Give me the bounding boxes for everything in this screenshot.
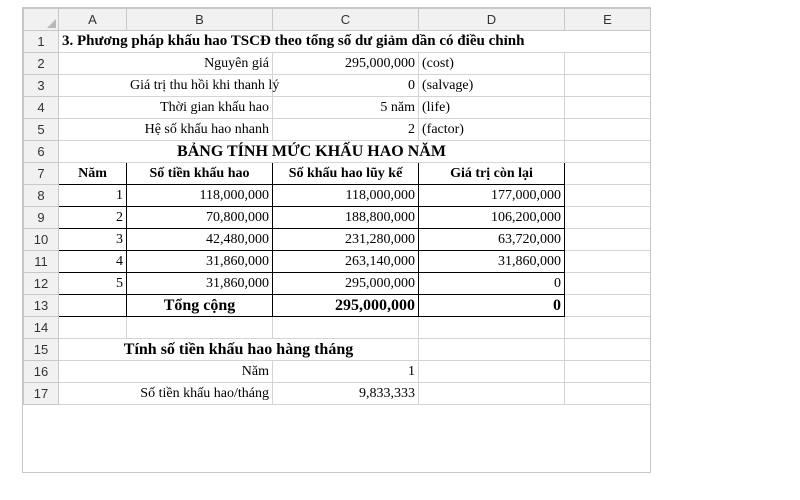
row-6 (24, 141, 651, 163)
table-cell-depreciation[interactable]: 70,800,000 (127, 207, 273, 229)
row-header-17[interactable]: 17 (24, 383, 59, 405)
cell-e9[interactable] (565, 207, 651, 229)
cell-a4[interactable] (59, 97, 127, 119)
row-header-10[interactable]: 10 (24, 229, 59, 251)
param-note-life[interactable]: (life) (419, 97, 565, 119)
row-header-15[interactable]: 15 (24, 339, 59, 361)
total-accumulated[interactable]: 295,000,000 (273, 295, 419, 317)
table-cell-depreciation[interactable]: 118,000,000 (127, 185, 273, 207)
cell-d15[interactable] (419, 339, 565, 361)
table-cell-remaining[interactable]: 177,000,000 (419, 185, 565, 207)
table-title-cell[interactable]: BẢNG TÍNH MỨC KHẤU HAO NĂM (59, 141, 565, 163)
row-header-1[interactable]: 1 (24, 31, 59, 53)
row-3 (24, 75, 651, 97)
cell-a13[interactable] (59, 295, 127, 317)
cell-e14[interactable] (565, 317, 651, 339)
sheet-title-cell[interactable]: 3. Phương pháp khấu hao TSCĐ theo tổng số dư giảm dần có điều chỉnh (59, 31, 127, 53)
cell-e4[interactable] (565, 97, 651, 119)
row-2 (24, 53, 651, 75)
row-header-13[interactable]: 13 (24, 295, 59, 317)
row-16 (24, 361, 651, 383)
row-header-9[interactable]: 9 (24, 207, 59, 229)
cell-e6[interactable] (565, 141, 651, 163)
row-15 (24, 339, 651, 361)
table-row (24, 251, 651, 273)
table-cell-year[interactable]: 1 (59, 185, 127, 207)
cell-a5[interactable] (59, 119, 127, 141)
cell-b14[interactable] (127, 317, 273, 339)
cell-a3[interactable] (59, 75, 127, 97)
monthly-amount-value[interactable]: 9,833,333 (273, 383, 419, 405)
column-header-e[interactable]: E (565, 9, 651, 31)
row-header-14[interactable]: 14 (24, 317, 59, 339)
total-label[interactable]: Tổng cộng (127, 295, 273, 317)
row-header-12[interactable]: 12 (24, 273, 59, 295)
cell-e11[interactable] (565, 251, 651, 273)
table-cell-accumulated[interactable]: 231,280,000 (273, 229, 419, 251)
spreadsheet[interactable] (22, 7, 651, 473)
table-cell-depreciation[interactable]: 42,480,000 (127, 229, 273, 251)
cell-e5[interactable] (565, 119, 651, 141)
cell-e12[interactable] (565, 273, 651, 295)
cell-e3[interactable] (565, 75, 651, 97)
table-row (24, 273, 651, 295)
param-label-cost[interactable]: Nguyên giá (127, 53, 273, 75)
table-cell-accumulated[interactable]: 188,800,000 (273, 207, 419, 229)
monthly-year-label[interactable]: Năm (127, 361, 273, 383)
table-cell-year[interactable]: 2 (59, 207, 127, 229)
table-cell-depreciation[interactable]: 31,860,000 (127, 273, 273, 295)
row-header-3[interactable]: 3 (24, 75, 59, 97)
row-header-2[interactable]: 2 (24, 53, 59, 75)
column-header-d[interactable]: D (419, 9, 565, 31)
row-header-11[interactable]: 11 (24, 251, 59, 273)
column-header-a[interactable]: A (59, 9, 127, 31)
table-row (24, 207, 651, 229)
cell-e17[interactable] (565, 383, 651, 405)
table-row (24, 229, 651, 251)
row-14 (24, 317, 651, 339)
select-all-corner[interactable] (24, 9, 59, 31)
cell-c14[interactable] (273, 317, 419, 339)
column-header-row (24, 9, 651, 31)
cell-e10[interactable] (565, 229, 651, 251)
row-header-16[interactable]: 16 (24, 361, 59, 383)
param-value-life[interactable]: 5 năm (273, 97, 419, 119)
cell-e15[interactable] (565, 339, 651, 361)
column-header-c[interactable]: C (273, 9, 419, 31)
table-cell-remaining[interactable]: 31,860,000 (419, 251, 565, 273)
row-1 (24, 31, 651, 53)
cell-a16[interactable] (59, 361, 127, 383)
table-cell-year[interactable]: 4 (59, 251, 127, 273)
row-header-7[interactable]: 7 (24, 163, 59, 185)
cell-a14[interactable] (59, 317, 127, 339)
row-5 (24, 119, 651, 141)
monthly-year-value[interactable]: 1 (273, 361, 419, 383)
table-header-remaining[interactable]: Giá trị còn lại (419, 163, 565, 185)
monthly-title-cell[interactable]: Tính số tiền khấu hao hàng tháng (59, 339, 419, 361)
table-header-depreciation[interactable]: Số tiền khấu hao (127, 163, 273, 185)
totals-row (24, 295, 651, 317)
param-label-factor[interactable]: Hệ số khấu hao nhanh (127, 119, 273, 141)
table-header-accumulated[interactable]: Số khấu hao lũy kế (273, 163, 419, 185)
cell-e1[interactable] (565, 31, 651, 53)
table-header-year[interactable]: Năm (59, 163, 127, 185)
param-value-cost[interactable]: 295,000,000 (273, 53, 419, 75)
cell-a17[interactable] (59, 383, 127, 405)
row-7 (24, 163, 651, 185)
table-cell-accumulated[interactable]: 263,140,000 (273, 251, 419, 273)
cell-d16[interactable] (419, 361, 565, 383)
param-label-salvage[interactable]: Giá trị thu hồi khi thanh lý (127, 75, 273, 97)
param-value-factor[interactable]: 2 (273, 119, 419, 141)
monthly-amount-label[interactable]: Số tiền khấu hao/tháng (127, 383, 273, 405)
table-row (24, 185, 651, 207)
column-header-b[interactable]: B (127, 9, 273, 31)
row-header-5[interactable]: 5 (24, 119, 59, 141)
table-cell-remaining[interactable]: 106,200,000 (419, 207, 565, 229)
param-note-cost[interactable]: (cost) (419, 53, 565, 75)
row-header-8[interactable]: 8 (24, 185, 59, 207)
table-cell-depreciation[interactable]: 31,860,000 (127, 251, 273, 273)
param-note-salvage[interactable]: (salvage) (419, 75, 565, 97)
table-cell-accumulated[interactable]: 295,000,000 (273, 273, 419, 295)
table-cell-remaining[interactable]: 63,720,000 (419, 229, 565, 251)
param-label-life[interactable]: Thời gian khấu hao (127, 97, 273, 119)
cell-e13[interactable] (565, 295, 651, 317)
table-cell-year[interactable]: 3 (59, 229, 127, 251)
cell-e2[interactable] (565, 53, 651, 75)
row-17 (24, 383, 651, 405)
cell-d14[interactable] (419, 317, 565, 339)
table-cell-year[interactable]: 5 (59, 273, 127, 295)
cell-a2[interactable] (59, 53, 127, 75)
cell-e8[interactable] (565, 185, 651, 207)
row-4 (24, 97, 651, 119)
table-cell-remaining[interactable]: 0 (419, 273, 565, 295)
param-note-factor[interactable]: (factor) (419, 119, 565, 141)
cell-e7[interactable] (565, 163, 651, 185)
cell-d17[interactable] (419, 383, 565, 405)
param-value-salvage[interactable]: 0 (273, 75, 419, 97)
worksheet-grid (23, 8, 651, 405)
cell-e16[interactable] (565, 361, 651, 383)
row-header-6[interactable]: 6 (24, 141, 59, 163)
table-cell-accumulated[interactable]: 118,000,000 (273, 185, 419, 207)
row-header-4[interactable]: 4 (24, 97, 59, 119)
total-remaining[interactable]: 0 (419, 295, 565, 317)
